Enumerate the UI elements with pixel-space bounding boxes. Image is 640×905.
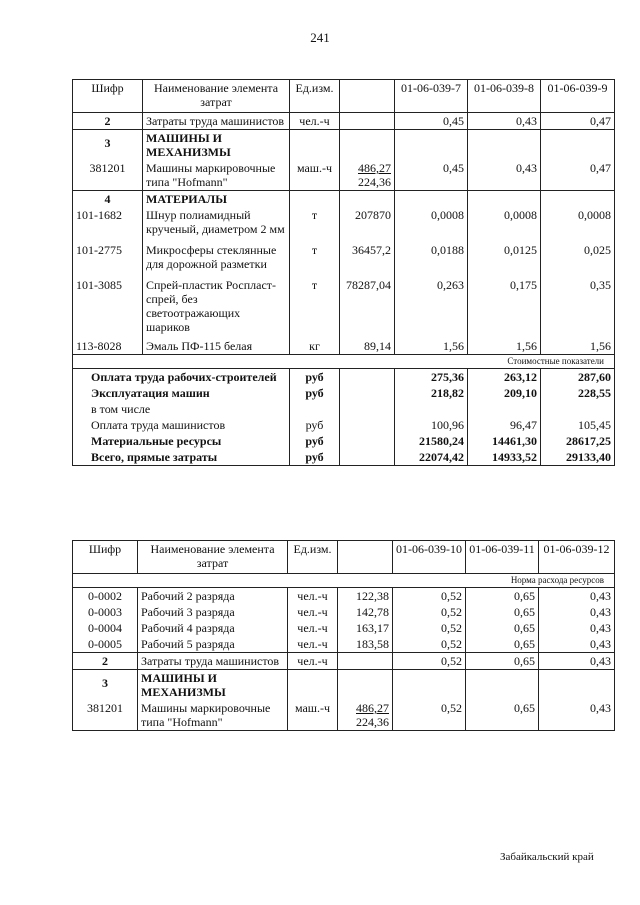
row-unit: маш.-ч [288, 700, 338, 731]
cost-value: 275,36 [395, 369, 468, 386]
row-name: Эмаль ПФ-115 белая [143, 335, 290, 355]
cost-value [541, 401, 615, 417]
row-code: 4 [73, 191, 143, 208]
table-row [73, 272, 615, 335]
cost-unit: руб [290, 433, 340, 449]
row-unit: маш.-ч [290, 160, 340, 191]
cost-value: 96,47 [468, 417, 541, 433]
row-unit: т [290, 207, 340, 237]
row-code: 2 [73, 653, 138, 670]
row-code: 101-2775 [73, 237, 143, 272]
row-price: 89,14 [340, 335, 395, 355]
row-price: 142,78 [338, 604, 393, 620]
table-row [73, 653, 615, 670]
row-value: 0,025 [541, 237, 615, 272]
table-row [73, 335, 615, 355]
row-value: 0,43 [539, 620, 615, 636]
table-row [73, 620, 615, 636]
page-number: 241 [310, 30, 330, 45]
row-value: 0,175 [468, 272, 541, 335]
cost-row [73, 385, 615, 401]
row-code: 113-8028 [73, 335, 143, 355]
row-value: 0,52 [393, 588, 466, 605]
price-main: 486,27 [358, 161, 391, 175]
row-value: 0,52 [393, 700, 466, 731]
cost-row [73, 433, 615, 449]
row-code: 3 [73, 670, 138, 701]
row-price: 207870 [340, 207, 395, 237]
cost-value: 287,60 [541, 369, 615, 386]
row-price: 122,38 [338, 588, 393, 605]
row-value: 0,65 [466, 604, 539, 620]
row-price: 183,58 [338, 636, 393, 653]
table-row [73, 237, 615, 272]
row-price: 163,17 [338, 620, 393, 636]
table-row [73, 113, 615, 130]
row-unit: чел.-ч [288, 604, 338, 620]
cost-value: 21580,24 [395, 433, 468, 449]
row-value: 0,52 [393, 653, 466, 670]
row-name: Машины маркировочные типа "Hofmann" [138, 700, 288, 731]
row-name: Затраты труда машинистов [138, 653, 288, 670]
header-price [338, 541, 393, 574]
cost-value: 28617,25 [541, 433, 615, 449]
cost-value: 105,45 [541, 417, 615, 433]
header-col-3: 01-06-039-9 [541, 80, 615, 113]
row-code: 101-1682 [73, 207, 143, 237]
price-main: 486,27 [356, 701, 389, 715]
row-price [338, 700, 393, 731]
row-price [338, 653, 393, 670]
row-value: 0,43 [468, 113, 541, 130]
row-name: Затраты труда машинистов [143, 113, 290, 130]
row-value: 1,56 [541, 335, 615, 355]
resource-table-1 [72, 79, 615, 466]
section-label-row [73, 355, 615, 369]
cost-value: 14461,30 [468, 433, 541, 449]
row-name: Шнур полиамидный крученый, диаметром 2 мм [143, 207, 290, 237]
row-name: Спрей-пластик Роспласт-спрей, без светоотражающих шариков [143, 272, 290, 335]
cost-unit: руб [290, 417, 340, 433]
section-label-row [73, 574, 615, 588]
table-row [73, 207, 615, 237]
cost-unit [290, 401, 340, 417]
row-price [340, 160, 395, 191]
row-name: Рабочий 3 разряда [138, 604, 288, 620]
cost-name: Оплата труда машинистов [73, 417, 290, 433]
cost-value: 209,10 [468, 385, 541, 401]
table-row [73, 636, 615, 653]
header-price [340, 80, 395, 113]
row-value: 1,56 [395, 335, 468, 355]
header-name: Наименование элемента затрат [138, 541, 288, 574]
row-value: 0,65 [466, 620, 539, 636]
row-value: 0,45 [395, 160, 468, 191]
header-col-1: 01-06-039-7 [395, 80, 468, 113]
row-code: 0-0005 [73, 636, 138, 653]
row-unit: чел.-ч [288, 588, 338, 605]
cost-row [73, 369, 615, 386]
section-title: МАШИНЫ И МЕХАНИЗМЫ [143, 130, 290, 161]
row-code: 2 [73, 113, 143, 130]
cost-value: 22074,42 [395, 449, 468, 466]
row-value: 0,43 [539, 604, 615, 620]
row-value: 0,52 [393, 604, 466, 620]
cost-name: Материальные ресурсы [73, 433, 290, 449]
footer-region: Забайкальский край [500, 851, 594, 863]
row-code: 381201 [73, 700, 138, 731]
row-name: Микросферы стеклянные для дорожной разметки [143, 237, 290, 272]
cost-value [395, 401, 468, 417]
header-col-2: 01-06-039-11 [466, 541, 539, 574]
cost-name: Оплата труда рабочих-строителей [73, 369, 290, 386]
row-value: 1,56 [468, 335, 541, 355]
header-name: Наименование элемента затрат [143, 80, 290, 113]
header-col-3: 01-06-039-12 [539, 541, 615, 574]
row-value: 0,47 [541, 160, 615, 191]
header-col-2: 01-06-039-8 [468, 80, 541, 113]
table-row [73, 700, 615, 731]
row-value: 0,45 [395, 113, 468, 130]
cost-unit: руб [290, 385, 340, 401]
row-value: 0,65 [466, 636, 539, 653]
row-unit: чел.-ч [288, 653, 338, 670]
row-value: 0,0125 [468, 237, 541, 272]
table-row [73, 588, 615, 605]
row-unit: чел.-ч [288, 636, 338, 653]
section-row [73, 191, 615, 208]
row-code: 0-0002 [73, 588, 138, 605]
row-value: 0,47 [541, 113, 615, 130]
cost-row [73, 449, 615, 466]
cost-unit: руб [290, 449, 340, 466]
row-value: 0,35 [541, 272, 615, 335]
cost-row [73, 417, 615, 433]
cost-value: 14933,52 [468, 449, 541, 466]
cost-value: 100,96 [395, 417, 468, 433]
row-value: 0,43 [468, 160, 541, 191]
resource-table-2 [72, 540, 615, 731]
row-code: 381201 [73, 160, 143, 191]
row-value: 0,43 [539, 653, 615, 670]
cost-value: 29133,40 [541, 449, 615, 466]
row-value: 0,0008 [468, 207, 541, 237]
section-title: МАШИНЫ И МЕХАНИЗМЫ [138, 670, 288, 701]
row-unit: чел.-ч [290, 113, 340, 130]
cost-name: Эксплуатация машин [73, 385, 290, 401]
row-name: Рабочий 2 разряда [138, 588, 288, 605]
cost-value: 263,12 [468, 369, 541, 386]
cost-value: 218,82 [395, 385, 468, 401]
cost-row [73, 401, 615, 417]
row-code: 0-0004 [73, 620, 138, 636]
section-label: Норма расхода ресурсов [73, 574, 615, 588]
row-value: 0,43 [539, 588, 615, 605]
row-unit: кг [290, 335, 340, 355]
row-value: 0,65 [466, 653, 539, 670]
row-value: 0,65 [466, 700, 539, 731]
header-unit: Ед.изм. [288, 541, 338, 574]
cost-name: в том числе [73, 401, 290, 417]
row-price: 78287,04 [340, 272, 395, 335]
row-unit: чел.-ч [288, 620, 338, 636]
row-code: 101-3085 [73, 272, 143, 335]
section-title: МАТЕРИАЛЫ [143, 191, 290, 208]
cost-unit: руб [290, 369, 340, 386]
row-name: Рабочий 4 разряда [138, 620, 288, 636]
row-price: 36457,2 [340, 237, 395, 272]
header-code: Шифр [73, 80, 143, 113]
row-value: 0,0188 [395, 237, 468, 272]
price-secondary: 224,36 [356, 715, 389, 729]
row-unit: т [290, 272, 340, 335]
table-row [73, 160, 615, 191]
row-value: 0,0008 [395, 207, 468, 237]
row-name: Рабочий 5 разряда [138, 636, 288, 653]
table-header-row [73, 80, 615, 113]
row-price [340, 113, 395, 130]
row-code: 0-0003 [73, 604, 138, 620]
row-value: 0,263 [395, 272, 468, 335]
row-name: Машины маркировочные типа "Hofmann" [143, 160, 290, 191]
row-value: 0,52 [393, 636, 466, 653]
row-value: 0,52 [393, 620, 466, 636]
table-header-row [73, 541, 615, 574]
section-row [73, 130, 615, 161]
row-value: 0,65 [466, 588, 539, 605]
header-col-1: 01-06-039-10 [393, 541, 466, 574]
table-row [73, 604, 615, 620]
cost-name: Всего, прямые затраты [73, 449, 290, 466]
cost-value [468, 401, 541, 417]
header-code: Шифр [73, 541, 138, 574]
row-code: 3 [73, 130, 143, 161]
price-secondary: 224,36 [358, 175, 391, 189]
row-unit: т [290, 237, 340, 272]
row-value: 0,0008 [541, 207, 615, 237]
cost-value: 228,55 [541, 385, 615, 401]
section-label: Стоимостные показатели [73, 355, 615, 369]
section-row [73, 670, 615, 701]
row-value: 0,43 [539, 700, 615, 731]
header-unit: Ед.изм. [290, 80, 340, 113]
row-value: 0,43 [539, 636, 615, 653]
